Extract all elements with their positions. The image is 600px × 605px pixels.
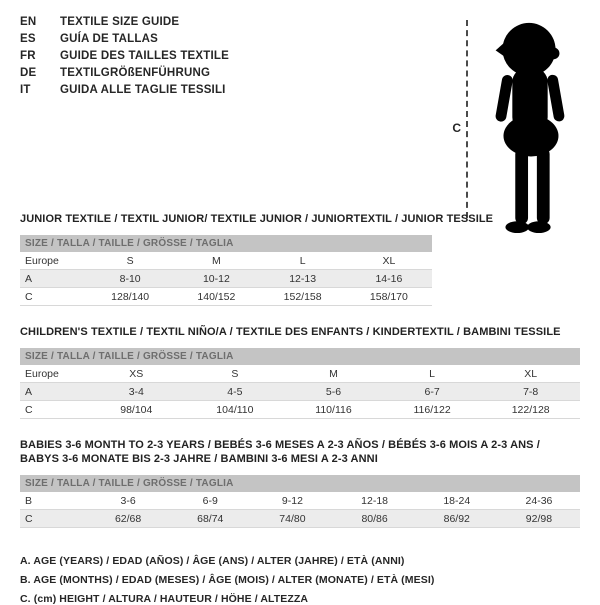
language-code: DE — [20, 67, 37, 79]
value-cell: 3-6 — [120, 494, 136, 507]
value-cell: 4-5 — [227, 385, 243, 398]
row-label-cell: B — [25, 494, 33, 507]
value-cell: 140/152 — [197, 290, 236, 303]
row-label-cell: C — [25, 403, 33, 416]
size-table-junior — [20, 235, 432, 306]
section-title: BABIES 3-6 MONTH TO 2-3 YEARS / BEBÉS 3-6 MESES A 2-3 AÑOS / BÉBÉS 3-6 MOIS A 2-3 ANS / BABYS 3-6 MONATE BIS 2-3 JAHRE / BAMBINI 3-6 MESI A 2-3 ANNI — [20, 439, 540, 465]
language-title: TEXTILGRÖßENFÜHRUNG — [60, 67, 211, 79]
value-cell: 110/116 — [315, 403, 352, 416]
value-cell: 10-12 — [202, 272, 230, 285]
language-code: EN — [20, 16, 37, 28]
value-cell: 92/98 — [525, 512, 553, 525]
table-row — [20, 252, 432, 270]
value-cell: 62/68 — [114, 512, 142, 525]
value-cell: 12-13 — [289, 272, 317, 285]
table-row — [20, 510, 580, 528]
language-row — [20, 50, 229, 62]
language-row — [20, 33, 229, 45]
section-title: CHILDREN'S TEXTILE / TEXTIL NIÑO/A / TEXTILE DES ENFANTS / KINDERTEXTIL / BAMBINI TESSILE — [20, 326, 561, 338]
value-cell: 24-36 — [525, 494, 553, 507]
height-measure-label: C — [452, 121, 461, 135]
value-cell: 122/128 — [511, 403, 550, 416]
value-cell: L — [429, 367, 435, 380]
note-age-months: B. AGE (MONTHS) / EDAD (MESES) / ÂGE (MOIS) / ALTER (MONATE) / ETÀ (MESI) — [20, 574, 435, 586]
row-label-cell: A — [25, 385, 33, 398]
header — [0, 0, 600, 206]
value-cell: 9-12 — [281, 494, 303, 507]
height-dashed-line — [466, 20, 468, 218]
size-table-children — [20, 348, 580, 419]
value-cell: XL — [524, 367, 538, 380]
row-label-cell: A — [25, 272, 33, 285]
row-label-cell: C — [25, 512, 33, 525]
language-title: TEXTILE SIZE GUIDE — [60, 16, 180, 28]
value-cell: 14-16 — [375, 272, 403, 285]
value-cell: 12-18 — [361, 494, 389, 507]
value-cell: 116/122 — [413, 403, 451, 416]
value-cell: S — [126, 254, 134, 267]
table-rows — [20, 252, 432, 306]
table-rows — [20, 365, 580, 419]
value-cell: 152/158 — [283, 290, 322, 303]
table-row — [20, 365, 580, 383]
language-title: GUIDA ALLE TAGLIE TESSILI — [60, 84, 226, 96]
value-cell: 8-10 — [119, 272, 141, 285]
value-cell: M — [212, 254, 221, 267]
language-title: GUIDE DES TAILLES TEXTILE — [60, 50, 229, 62]
language-title-list — [20, 14, 229, 101]
language-row — [20, 16, 229, 28]
table-header-banner: SIZE / TALLA / TAILLE / GRÖSSE / TAGLIA — [20, 235, 432, 252]
value-cell: 5-6 — [325, 385, 342, 398]
table-row — [20, 270, 432, 288]
value-cell: 3-4 — [128, 385, 144, 398]
language-row — [20, 84, 229, 96]
value-cell: 98/104 — [120, 403, 153, 416]
value-cell: 74/80 — [279, 512, 306, 525]
section-babies — [0, 438, 600, 528]
row-label-cell: Europe — [25, 367, 59, 380]
baby-silhouette-icon — [476, 14, 584, 240]
note-age-years: A. AGE (YEARS) / EDAD (AÑOS) / ÂGE (ANS) / ALTER (JAHRE) / ETÀ (ANNI) — [20, 555, 405, 567]
row-label-cell: Europe — [25, 254, 59, 267]
legend-notes — [0, 555, 600, 605]
section-title: JUNIOR TEXTILE / TEXTIL JUNIOR/ TEXTILE JUNIOR / JUNIORTEXTIL / JUNIOR TESSILE — [20, 213, 494, 225]
language-code: IT — [20, 84, 31, 96]
table-header-banner: SIZE / TALLA / TAILLE / GRÖSSE / TAGLIA — [20, 348, 580, 365]
value-cell: L — [299, 254, 306, 267]
table-row — [20, 492, 580, 510]
baby-height-figure — [452, 14, 584, 242]
value-cell: 86/92 — [443, 512, 470, 525]
value-cell: 128/140 — [111, 290, 150, 303]
note-height-cm: C. (cm) HEIGHT / ALTURA / HAUTEUR / HÖHE / ALTEZZA — [20, 593, 309, 605]
value-cell: 104/110 — [216, 403, 254, 416]
value-cell: 18-24 — [443, 494, 471, 507]
table-row — [20, 401, 580, 419]
language-title: GUÍA DE TALLAS — [60, 33, 158, 45]
language-row — [20, 67, 229, 79]
size-table-babies — [20, 475, 580, 528]
value-cell: XL — [382, 254, 396, 267]
table-row — [20, 383, 580, 401]
value-cell: 6-7 — [424, 385, 440, 398]
value-cell: 158/170 — [369, 290, 408, 303]
table-header-banner: SIZE / TALLA / TAILLE / GRÖSSE / TAGLIA — [20, 475, 580, 492]
value-cell: 68/74 — [197, 512, 224, 525]
value-cell: 7-8 — [523, 385, 539, 398]
language-code: ES — [20, 33, 36, 45]
table-rows — [20, 492, 580, 528]
value-cell: 6-9 — [202, 494, 218, 507]
section-children — [0, 325, 600, 419]
value-cell: S — [231, 367, 239, 380]
value-cell: XS — [129, 367, 144, 380]
value-cell: 80/86 — [361, 512, 388, 525]
value-cell: M — [329, 367, 338, 380]
table-row — [20, 288, 432, 306]
row-label-cell: C — [25, 290, 33, 303]
language-code: FR — [20, 50, 36, 62]
